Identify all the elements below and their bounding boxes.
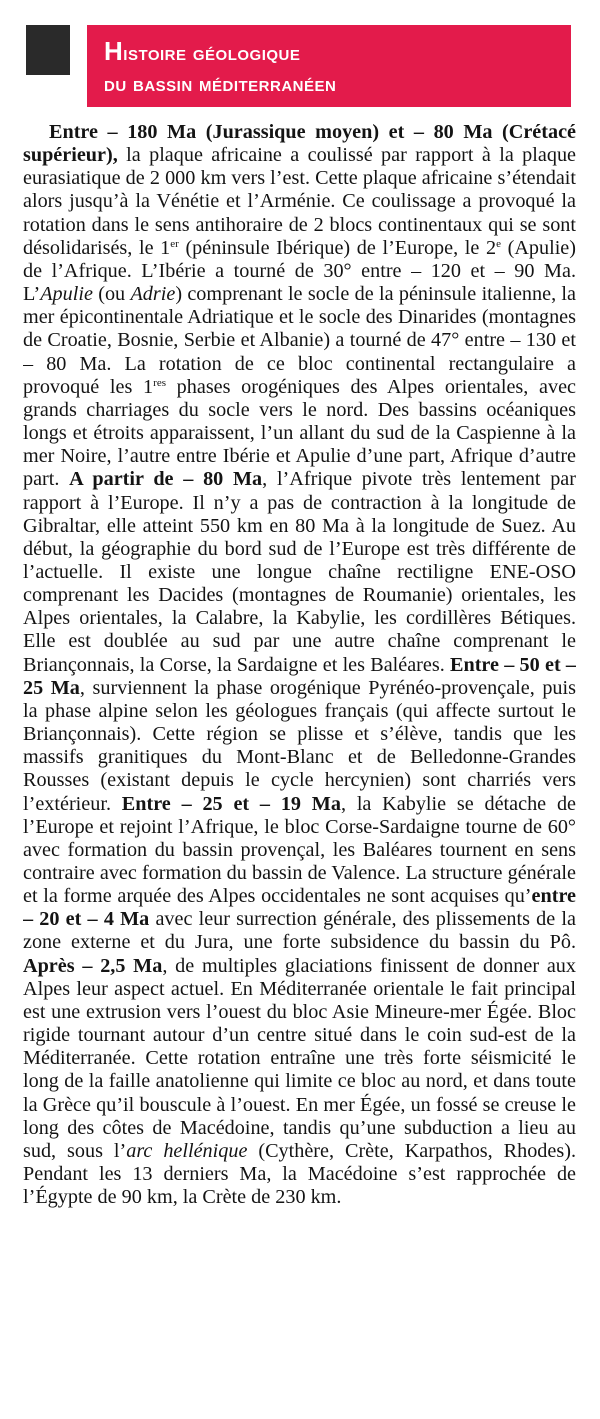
title-banner [87,25,571,107]
italic-text: arc hellénique [126,1139,248,1162]
body-text: , surviennent la phase orogénique Pyrénéo-provençale, puis la phase alpine selon les géologues français (qui affecte surtout le Briançonnais). Cette région se plisse et s’élève, tandis que les massifs granitiques du Mont-Blanc et de Belledonne-Grandes Rousses (existant depuis le cycle hercynien) sont charriés vers l’extérieur. [23,676,576,815]
superscript: er [170,237,179,250]
bold-text: entre – 20 et – 4 Ma [23,885,576,931]
italic-text: Adrie [130,283,176,306]
bold-text: A partir de – 80 Ma [69,468,263,491]
section-marker [26,25,70,75]
article-paragraph [23,121,576,1209]
title-line-1-cap: H [104,36,124,66]
body-text: , la Kabylie se détache de l’Europe et rejoint l’Afrique, le bloc Corse-Sardaigne tourne de 60° avec formation du bassin provençal, les Baléares tournent en sens contraire avec formation du bassin de Valence. La structure générale et la forme arquée des Alpes occidentales ne sont acquises qu’ [23,792,576,908]
title-line-2-rest: bassin méditerranéen [126,73,337,96]
article-body [23,121,576,1411]
body-text: (Apulie) de l’Afrique. L’Ibérie a tourné de 30° entre – 120 et – 90 Ma. L’ [23,236,576,306]
bold-text: Après – 2,5 Ma [23,954,163,977]
title-line-2-cap: du [104,73,127,96]
bold-text: Entre – 25 et – 19 Ma [121,792,341,815]
superscript: res [153,376,166,389]
body-text: avec leur surrection générale, des plissements de la zone externe et du Jura, une forte subsidence du bassin du Pô. [23,908,576,954]
body-text: (Cythère, Crète, Karpathos, Rhodes). Pendant les 13 derniers Ma, la Macédoine s’est rapprochée de l’Égypte de 90 km, la Crète de 230 km. [23,1139,576,1209]
body-text: (ou [92,283,131,306]
body-text: phases orogéniques des Alpes orientales, avec grands charriages du socle vers le nord. Des bassins océaniques longs et étroits apparaissent, l’un allant du sud de la Caspienne à la mer Noire, l’autre entre Ibérie et Apulie d’une part, Afrique d’autre part. [23,375,576,491]
bold-text: Entre – 180 Ma (Jurassique moyen) et – 80 Ma (Crétacé supérieur), [23,121,576,167]
body-text: (péninsule Ibérique) de l’Europe, le 2 [178,236,497,259]
bold-text: Entre – 50 et – 25 Ma [23,653,576,699]
title-line-2 [104,69,571,100]
superscript: e [496,237,501,250]
body-text: , l’Afrique pivote très lentement par rapport à l’Europe. Il n’y a pas de contraction à la longitude de Gibraltar, elle atteint 550 km en 80 Ma à la longitude de Suez. Au début, la géographie du bord sud de l’Europe est très différente de l’actuelle. Il existe une longue chaîne rectiligne ENE-OSO comprenant les Dacides (montagnes de Roumanie) orientales, les Alpes orientales, la Calabre, la Kabylie, les cordillères Bétiques. Elle est doublée au sud par une autre chaîne comprenant le Briançonnais, la Corse, la Sardaigne et les Baléares. [23,468,576,676]
body-text: la plaque africaine a coulissé par rapport à la plaque eurasiatique de 2 000 km vers l’est. Cette plaque africaine s’étendait alors jusqu’à la Vénétie et l’Arménie. Ce coulissage a provoqué la rotation dans le sens antihoraire de 2 blocs continentaux qui se sont désolidarisés, le 1 [23,144,576,259]
italic-text: Apulie [40,283,93,306]
title-line-1-rest: istoire géologique [123,42,301,65]
body-text: , de multiples glaciations finissent de donner aux Alpes leur aspect actuel. En Méditerranée orientale le fait principal est une extrusion vers l’ouest du bloc Asie Mineure-mer Égée. Bloc rigide tournant autour d’un centre situé dans le coin sud-est de la Méditerranée. Cette rotation entraîne une très forte séismicité le long de la faille anatolienne qui limite ce bloc au nord, et dans toute la Grèce qu’il bouscule à l’ouest. En mer Égée, un fossé se creuse le long des côtes de Macédoine, tandis qu’une subduction a lieu au sud, sous l’ [23,954,576,1162]
title-line-1 [104,36,571,69]
body-text: ) comprenant le socle de la péninsule italienne, la mer épicontinentale Adriatique et le socle des Dinarides (montagnes de Croatie, Bosnie, Serbie et Albanie) a tourné de 47° entre – 130 et – 80 Ma. La rotation de ce bloc continental rectangulaire a provoqué les 1 [23,283,576,398]
